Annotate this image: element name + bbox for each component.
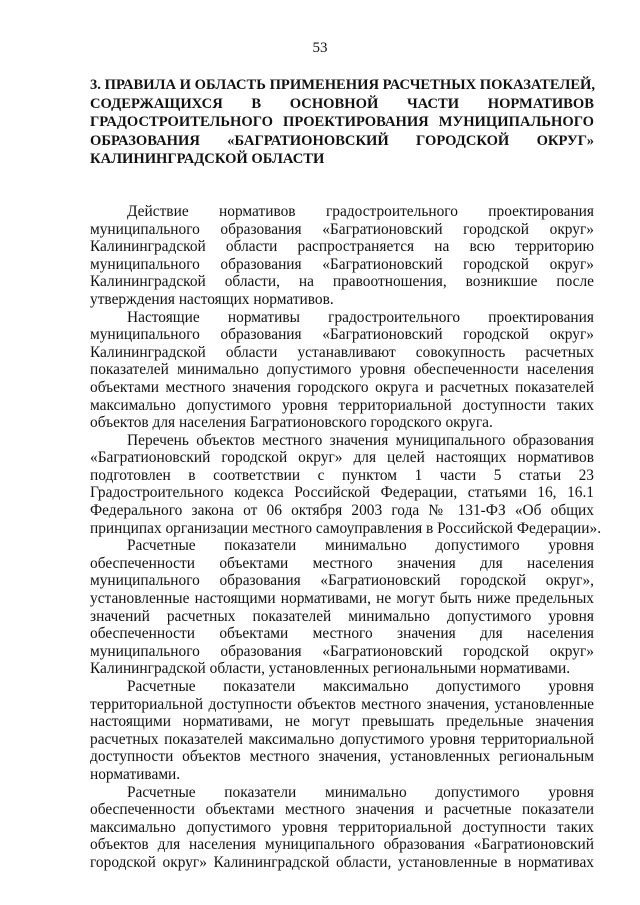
page-number: 53 [312,40,328,56]
paragraph-line: объектов для населения муниципального образования «Багратионовский [90,836,594,854]
paragraph-line: обеспеченности объектами местного значения и расчетные показатели [90,801,594,819]
paragraph [90,678,594,784]
paragraph-line: Калининградской области, на правоотношения, возникшие после [90,273,594,291]
paragraph-line: доступности объектов местного значения, установленных региональным [90,748,594,766]
section-heading [90,76,594,169]
paragraph-line: Калининградской области распространяется на всю территорию [90,238,594,256]
paragraph-line: муниципального образования «Багратионовский городской округ» [90,220,594,238]
paragraph-line: подготовлен в соответствии с пунктом 1 части 5 статьи 23 [90,466,594,484]
paragraph-line: нормативами. [90,765,181,783]
paragraph [90,784,594,872]
paragraph-line: Калининградской области, установленных региональными нормативами. [90,660,571,678]
section-heading-block [90,76,594,169]
paragraph-line: Градостроительного кодекса Российской Федерации, статьями 16, 16.1 [90,484,594,502]
paragraph-line: муниципального образования «Багратионовский городской округ» [90,255,594,273]
paragraph-line: Федерального закона от 06 октября 2003 года № 131-ФЗ «Об общих [90,502,594,520]
paragraph-line: муниципального образования «Багратионовский городской округ» [90,642,594,660]
paragraph-line: «Багратионовский городской округ» для целей настоящих нормативов [90,449,594,467]
paragraph-line: установленные настоящими нормативами, не могут быть ниже предельных [90,590,594,608]
paragraph-line: Действие нормативов градостроительного проектирования [127,202,594,220]
paragraph-line: Расчетные показатели максимально допустимого уровня [127,678,594,695]
paragraph-line: утверждения настоящих нормативов. [90,290,334,308]
paragraph-line: Настоящие нормативы градостроительного проектирования [127,308,594,326]
paragraph-line: Перечень объектов местного значения муниципального образования [127,431,594,449]
paragraph [90,537,594,678]
paragraph-line: настоящими нормативами, не могут превышать предельные значения [90,713,594,731]
heading-line: ОБРАЗОВАНИЯ «БАГРАТИОНОВСКИЙ ГОРОДСКОЙ ОКРУГ» [90,132,594,149]
paragraph-line: муниципального образования «Багратионовский городской округ», [90,572,594,590]
paragraph [90,309,594,432]
paragraph-line: муниципального образования «Багратионовский городской округ» [90,326,594,344]
heading-line: ГРАДОСТРОИТЕЛЬНОГО ПРОЕКТИРОВАНИЯ МУНИЦИПАЛЬНОГО [90,114,594,131]
paragraph-line: максимально допустимого уровня территориальной доступности таких [90,396,594,414]
paragraph-line: обеспеченности объектами местного значения для населения [90,554,594,572]
heading-line: 3. ПРАВИЛА И ОБЛАСТЬ ПРИМЕНЕНИЯ РАСЧЕТНЫХ ПОКАЗАТЕЛЕЙ, [90,77,596,93]
paragraph-line: показателей минимально допустимого уровня обеспеченности населения [90,361,594,379]
heading-line: КАЛИНИНГРАДСКОЙ ОБЛАСТИ [90,151,325,168]
heading-line: СОДЕРЖАЩИХСЯ В ОСНОВНОЙ ЧАСТИ НОРМАТИВОВ [90,95,594,112]
paragraph-line: Расчетные показатели минимально допустимого уровня [127,537,594,555]
paragraph-list [90,202,602,872]
paragraph [90,203,594,309]
paragraph-line: объектов для населения Багратионовского городского округа. [90,414,493,432]
document-body [90,76,602,872]
paragraph-line: расчетных показателей максимально допустимого уровня территориальной [90,730,594,748]
paragraph-line: городской округ» Калининградской области, установленные в нормативах [90,853,594,871]
paragraph-line: обеспеченности объектами местного значения для населения [90,625,594,643]
paragraph [90,431,602,538]
paragraph-line: принципах организации местного самоуправления в Российской Федерации». [90,519,602,537]
paragraph-line: Расчетные показатели минимально допустимого уровня [127,783,594,801]
paragraph-line: территориальной доступности объектов местного значения, установленные [90,695,594,713]
paragraph-line: Калининградской области устанавливают совокупность расчетных [90,343,594,361]
paragraph-line: объектами местного значения городского округа и расчетных показателей [90,378,594,396]
paragraph-line: максимально допустимого уровня территориальной доступности таких [90,818,594,836]
paragraph-line: значений расчетных показателей минимально допустимого уровня [90,607,594,625]
